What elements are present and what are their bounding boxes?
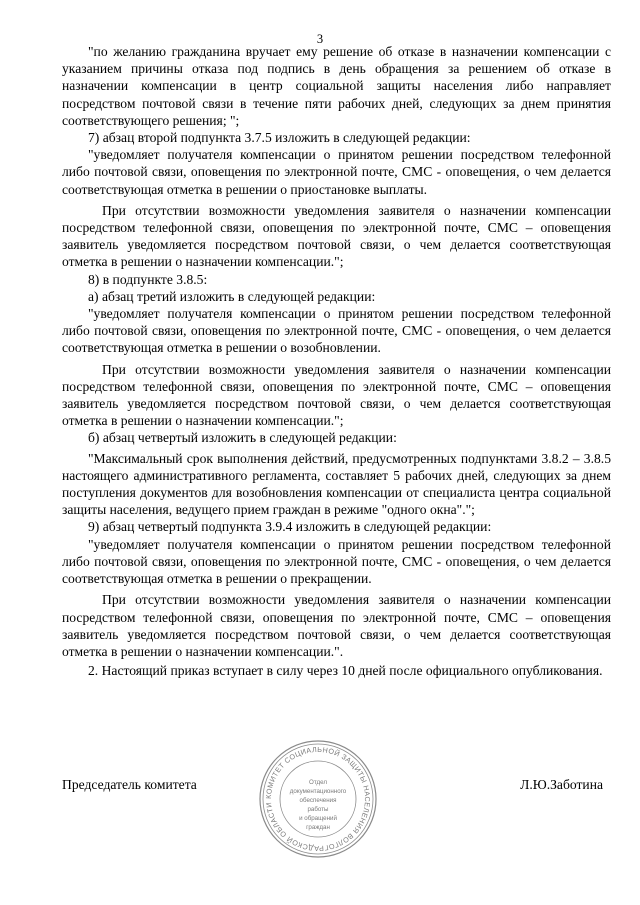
svg-text:обеспечения: обеспечения xyxy=(299,797,337,804)
svg-text:граждан: граждан xyxy=(306,824,330,831)
paragraph-quote: "уведомляет получателя компенсации о принятом решении посредством телефонной либо почтовой связи, оповещения по электронной почте, СМС - оповещения, о чем делается соответствующая отметка в решении о возобновлении. xyxy=(62,306,611,356)
official-stamp xyxy=(257,738,379,860)
page-number: 3 xyxy=(316,32,324,46)
paragraph-subitem-a: а) абзац третий изложить в следующей редакции: xyxy=(88,288,376,304)
paragraph-continuation: "по желанию гражданина вручает ему решение об отказе в назначении компенсации с указанием причины отказа под подпись в день обращения за решением об отказе в назначении компенсации в центр социальной защиты населения либо направляет посредством почтовой связи в течение пяти рабочих дней, следующих за днем принятия соответствующего решения; "; xyxy=(62,44,611,128)
paragraph-subitem-b: б) абзац четвертый изложить в следующей редакции: xyxy=(88,430,397,446)
signature-block xyxy=(62,777,611,797)
paragraph-item-9: 9) абзац четвертый подпункта 3.9.4 изложить в следующей редакции: xyxy=(88,519,492,535)
svg-text:Отдел: Отдел xyxy=(309,779,327,786)
paragraph-quote: "уведомляет получателя компенсации о принятом решении посредством телефонной либо почтовой связи, оповещения по электронной почте, СМС - оповещения, о чем делается соответствующая отметка в решении о приостановке выплаты. xyxy=(62,147,611,197)
svg-text:и обращений: и обращений xyxy=(299,815,337,822)
paragraph-notice: При отсутствии возможности уведомления заявителя о назначении компенсации посредством телефонной связи, оповещения по электронной почте, СМС – оповещения заявитель уведомляется посредством почтовой связи, о чем делается соответствующая отметка в решении о назначении компенсации.". xyxy=(62,592,611,659)
paragraph-quote: "уведомляет получателя компенсации о принятом решении посредством телефонной либо почтовой связи, оповещения по электронной почте, СМС - оповещения, о чем делается соответствующая отметка в решении о прекращении. xyxy=(62,536,611,587)
paragraph-effective-date: 2. Настоящий приказ вступает в силу через 10 дней после официального опубликования. xyxy=(88,663,603,679)
stamp-ring-text: КОМИТЕТ СОЦИАЛЬНОЙ ЗАЩИТЫ НАСЕЛЕНИЯ ВОЛГОГРАДСКОЙ ОБЛАСТИ xyxy=(263,744,373,854)
paragraph-notice: При отсутствии возможности уведомления заявителя о назначении компенсации посредством телефонной связи, оповещения по электронной почте, СМС – оповещения заявитель уведомляется посредством почтовой связи, о чем делается соответствующая отметка в решении о назначении компенсации."; xyxy=(62,202,611,270)
svg-text:документационного: документационного xyxy=(289,788,347,795)
paragraph-item-8: 8) в подпункте 3.8.5: xyxy=(88,271,208,287)
signer-name: Л.Ю.Заботина xyxy=(520,777,603,792)
signer-title: Председатель комитета xyxy=(62,777,197,792)
paragraph-item-7: 7) абзац второй подпункта 3.7.5 изложить в следующей редакции: xyxy=(88,130,471,146)
paragraph-notice: При отсутствии возможности уведомления заявителя о назначении компенсации посредством телефонной связи, оповещения по электронной почте, СМС – оповещения заявитель уведомляется посредством почтовой связи, о чем делается соответствующая отметка в решении о назначении компенсации."; xyxy=(62,361,611,429)
paragraph-quote: "Максимальный срок выполнения действий, предусмотренных подпунктами 3.8.2 – 3.8.5 настоящего административного регламента, составляет 5 рабочих дней, следующих за днем поступления документов для возобновления компенсации от специалиста центра социальной защиты населения, ведущего прием граждан в режиме "одного окна"."; xyxy=(62,450,611,518)
document-body xyxy=(62,43,611,679)
svg-text:работы: работы xyxy=(307,806,329,813)
